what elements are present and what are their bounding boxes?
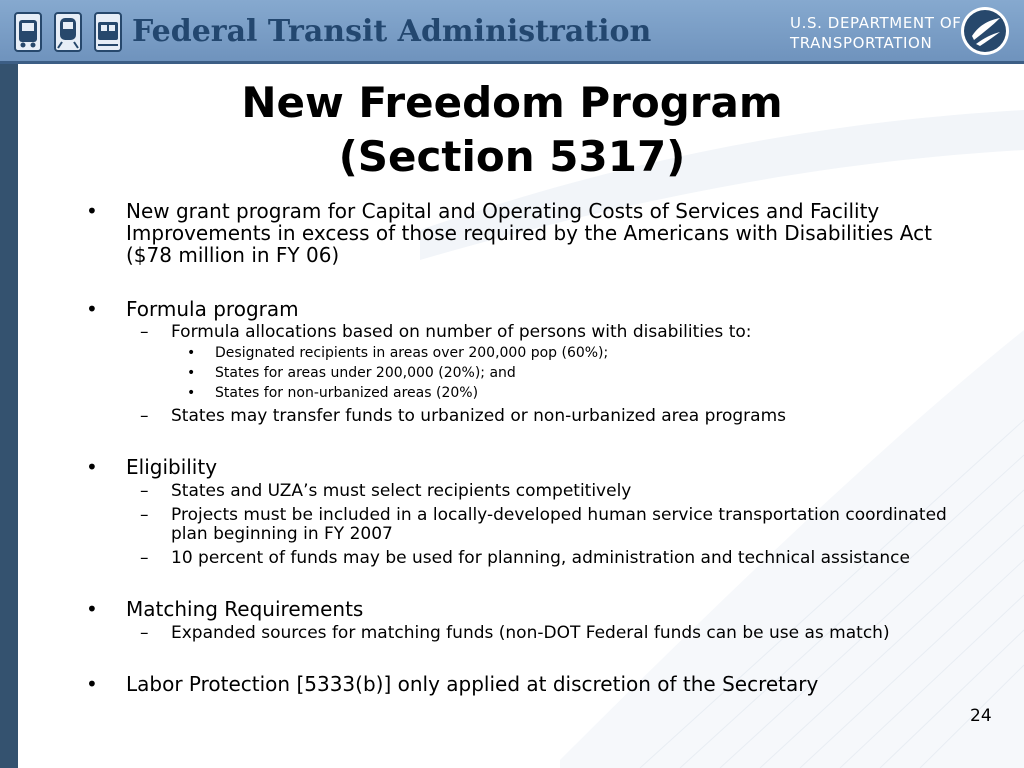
sub-formula-allocations: – Formula allocations based on number of persons with disabilities to: xyxy=(80,323,950,342)
title-line-2: (Section 5317) xyxy=(338,132,686,181)
title-line-1: New Freedom Program xyxy=(241,78,783,127)
slide-title xyxy=(0,76,1024,184)
header-banner xyxy=(0,0,1024,64)
bullet-list xyxy=(80,200,950,695)
bus-icon xyxy=(14,12,42,52)
bullet-matching-requirements: • Matching Requirements xyxy=(80,598,950,620)
bullet-new-grant: • New grant program for Capital and Operating Costs of Services and Facility Improvements in excess of those required by the Americans with Disabilities Act ($78 million in FY 06) xyxy=(80,200,950,266)
page-number: 24 xyxy=(970,706,992,726)
bullet-labor-protection: • Labor Protection [5333(b)] only applied at discretion of the Secretary xyxy=(80,673,950,695)
sub-select-competitively: – States and UZA’s must select recipients competitively xyxy=(80,482,950,501)
sub-ten-percent-planning: – 10 percent of funds may be used for planning, administration and technical assistance xyxy=(80,549,950,568)
agency-title: Federal Transit Administration xyxy=(132,14,652,49)
dot-line-2: TRANSPORTATION xyxy=(790,34,933,52)
sub-sub-designated-recipients: • Designated recipients in areas over 200,000 pop (60%); xyxy=(80,343,950,363)
dot-wordmark xyxy=(790,13,961,53)
bullet-eligibility: • Eligibility xyxy=(80,456,950,478)
rail-car-icon xyxy=(94,12,122,52)
bullet-formula-program: • Formula program xyxy=(80,298,950,320)
sub-expanded-sources: – Expanded sources for matching funds (non-DOT Federal funds can be use as match) xyxy=(80,624,950,643)
sub-sub-states-under-200k: • States for areas under 200,000 (20%); and xyxy=(80,363,950,383)
dot-seal-icon xyxy=(960,6,1010,56)
dot-line-1: U.S. DEPARTMENT OF xyxy=(790,14,962,32)
sub-states-transfer-funds: – States may transfer funds to urbanized or non-urbanized area programs xyxy=(80,407,950,426)
sub-sub-non-urbanized: • States for non-urbanized areas (20%) xyxy=(80,383,950,403)
sub-coordinated-plan: – Projects must be included in a locally-developed human service transportation coordinated plan beginning in FY 2007 xyxy=(80,506,950,544)
train-icon xyxy=(54,12,82,52)
